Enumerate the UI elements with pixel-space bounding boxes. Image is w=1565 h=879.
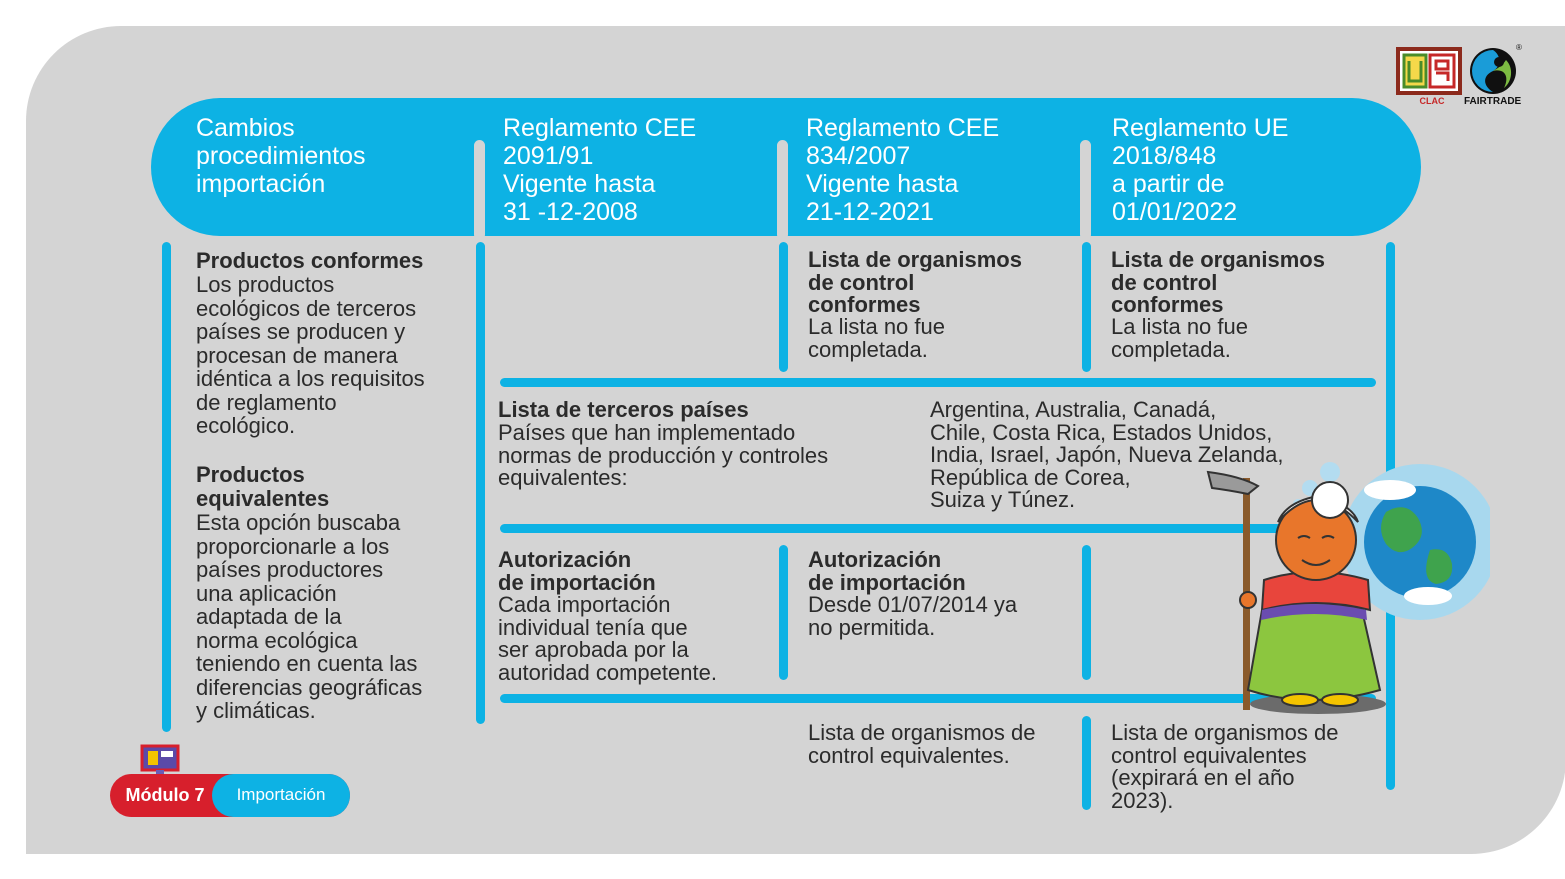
header-col-ue-2018: Reglamento UE 2018/848 a partir de 01/01/2022 xyxy=(1112,114,1289,226)
productos-equivalentes-title: Productos equivalentes xyxy=(196,462,330,511)
grid-vertical-line xyxy=(779,545,788,680)
header-separator xyxy=(474,140,485,240)
fairtrade-logo-text: FAIRTRADE xyxy=(1464,96,1522,107)
grid-vertical-line xyxy=(162,242,171,732)
countries-list: Argentina, Australia, Canadá, Chile, Costa Rica, Estados Unidos, India, Israel, Japón, Nueva Zelanda, República de Corea, Suiza y Túnez. xyxy=(930,397,1284,512)
header-separator xyxy=(777,140,788,240)
fairtrade-logo-icon xyxy=(1468,46,1522,96)
grid-horizontal-line xyxy=(500,378,1376,387)
module-number-label: Módulo 7 xyxy=(125,785,205,805)
autorizacion-text: Cada importación individual tenía que ser aprobada por la autoridad competente. xyxy=(498,592,717,685)
header-separator xyxy=(1080,140,1091,240)
organismos-conformes-text: La lista no fue completada. xyxy=(808,314,945,362)
organismos-conformes-title: Lista de organismos de control conformes xyxy=(808,247,1022,317)
autorizacion-title: Autorización de importación xyxy=(808,547,966,595)
header-col-cee-2091: Reglamento CEE 2091/91 Vigente hasta 31 -12-2008 xyxy=(503,114,697,226)
productos-conformes-text: Los productos ecológicos de terceros países se producen y procesan de manera idéntica a los requisitos de reglamento ecológico. xyxy=(196,272,425,438)
organismos-conformes-title: Lista de organismos de control conformes xyxy=(1111,247,1325,317)
terceros-paises-title: Lista de terceros países xyxy=(498,397,749,422)
clac-logo-text: CLAC xyxy=(1419,96,1445,106)
header-col-cambios: Cambios procedimientos importación xyxy=(196,114,366,198)
registered-mark: ® xyxy=(1516,43,1522,52)
productos-conformes-title: Productos conformes xyxy=(196,248,424,273)
organismos-conformes-text: La lista no fue completada. xyxy=(1111,314,1248,362)
header-col-cee-834: Reglamento CEE 834/2007 Vigente hasta 21-12-2021 xyxy=(806,114,1000,226)
module-topic-label: Importación xyxy=(212,774,350,817)
grid-vertical-line xyxy=(779,242,788,372)
grid-vertical-line xyxy=(1082,242,1091,372)
organismos-equivalentes-text: Lista de organismos de control equivalentes (expirará en el año 2023). xyxy=(1111,720,1339,813)
grid-vertical-line xyxy=(1082,716,1091,810)
woman-with-globe-illustration xyxy=(1190,460,1490,716)
autorizacion-title: Autorización de importación xyxy=(498,547,656,595)
grid-vertical-line xyxy=(1082,545,1091,680)
organismos-equivalentes-text: Lista de organismos de control equivalentes. xyxy=(808,720,1036,768)
productos-equivalentes-text: Esta opción buscaba proporcionarle a los países productores una aplicación adaptada de la norma ecológica teniendo en cuenta las diferencias geográficas y climáticas. xyxy=(196,510,423,723)
terceros-paises-text: Países que han implementado normas de producción y controles equivalentes: xyxy=(498,420,829,490)
grid-vertical-line xyxy=(476,242,485,724)
autorizacion-text: Desde 01/07/2014 ya no permitida. xyxy=(808,592,1018,640)
